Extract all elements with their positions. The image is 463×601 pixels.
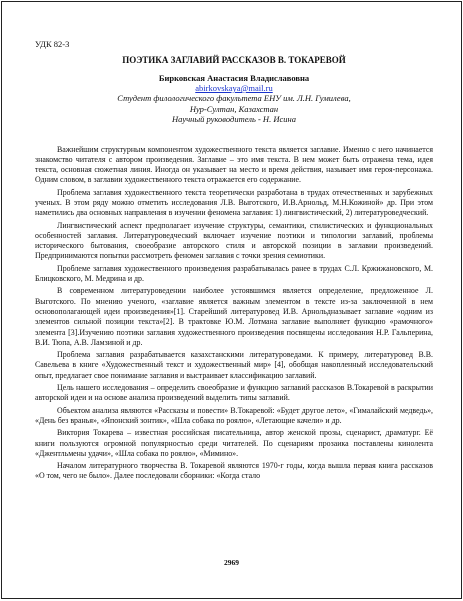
udk-code: УДК 82-3 <box>35 39 70 49</box>
affiliation-line: Студент филологического факультета ЕНУ им. Л.Н. Гумилева, <box>117 93 351 103</box>
body-paragraph: Началом литературного творчества В. Токаревой являются 1970-г годы, когда вышла первая книга рассказов «О том, чего не было». Далее последовали сборники: «Когда стало <box>35 461 433 481</box>
body-paragraph: В современном литературоведении наиболее устоявшимся является определение, предложенное Л. Выготского. По мнению ученого, «заглавие является важным элементом в тексте из-за заключенной в нем основополагающей идеи произведения»[1]. Старейший литературовед И.В. Арнольдназывает заглавие «одним из элементов сильной позиции текста»[2]. В трактовке Ю.М. Лотмана заглавие выполняет функцию «рамочного» элемента [3].Изучению поэтики заглавия художественного произведения посвящены исследования Н.Р. Гальперина, В.И. Тюпа, А.В. Ламзиной и др. <box>35 286 433 347</box>
body-paragraph: Лингвистический аспект предполагает изучение структуры, семантики, стилистических и функциональных особенностей заглавия. Литературоведческий включает изучение поэтики и типологии заглавий, проблемы исторического бытования, своеобразие авторского стиля и авторской позиции в заглавии произведений. Предпринимаются попытки рассмотреть феномен заглавия с точки зрения семиотики. <box>35 220 433 261</box>
body-paragraph: Цель нашего исследования – определить своеобразие и функцию заглавий рассказов В.Токаревой в раскрытии авторской идеи и на основе анализа произведений выделить типы заглавий. <box>35 383 433 403</box>
page-content <box>35 39 433 484</box>
body-paragraph: Проблема заглавия разрабатывается казахстанскими литературоведами. К примеру, литературовед В.В. Савельева в книге «Художественный текст и художественный мир» [4], обобщая накопленный исследовательский опыт, предлагает свое понимание заглавия и выстраивает классификацию заглавий. <box>35 350 433 380</box>
author-email-link[interactable]: abirkovskaya@mail.ru <box>195 83 273 93</box>
paper-body <box>35 145 433 482</box>
body-paragraph: Объектом анализа являются «Рассказы и повести» В.Токаревой: «Будет другое лето», «Гималайский медведь», «День без вранья», «Японский зонтик», «Шла собака по роялю», «Летающие качели» и др. <box>35 405 433 425</box>
paper-title: ПОЭТИКА ЗАГЛАВИЙ РАССКАЗОВ В. ТОКАРЕВОЙ <box>122 55 346 65</box>
body-paragraph: Проблема заглавия художественного текста теоретически разработана в трудах отечественных и зарубежных ученых. В этом ряду можно отметить исследования Л.В. Выготского, И.В.Арнольд, М.Н.Кожиной» др. При этом наметились два основных направления в изучении феномена заглавия: 1) лингвистический, 2) литературоведческий. <box>35 187 433 218</box>
body-paragraph: Виктория Токарева – известная российская писательница, автор женской прозы, сценарист, драматург. Её книги пользуются огромной популярностью среди читателей. По сценариям прозаика поставлены кинолента «Джентльмены удачи», «Шла собака по роялю», «Мимино». <box>35 428 433 458</box>
author-name: Бирковская Анастасия Владиславовна <box>158 73 310 83</box>
supervisor-line: Научный руководитель - Н. Исина <box>172 114 296 124</box>
paper-page <box>1 1 462 599</box>
body-paragraph: Важнейшим структурным компонентом художественного текста является заглавие. Именно с него начинается знакомство читателя с автором произведения. Заглавие – это имя текста. В нем может быть отражена тема, идея текста, основная сюжетная линия. Иногда он указывает на место и время действия, называет имя героя-персонажа. Одним словом, в заглавии художественного текста отражается его содержание. <box>35 144 433 185</box>
body-paragraph: Проблеме заглавия художественного произведения разрабатывалась ранее в трудах С.Л. Кржижановского, М. Блицковского, М. Медрина и др. <box>35 263 433 284</box>
affiliation-line: Нур-Султан, Казахстан <box>189 103 279 114</box>
page-number: 2969 <box>224 558 239 567</box>
